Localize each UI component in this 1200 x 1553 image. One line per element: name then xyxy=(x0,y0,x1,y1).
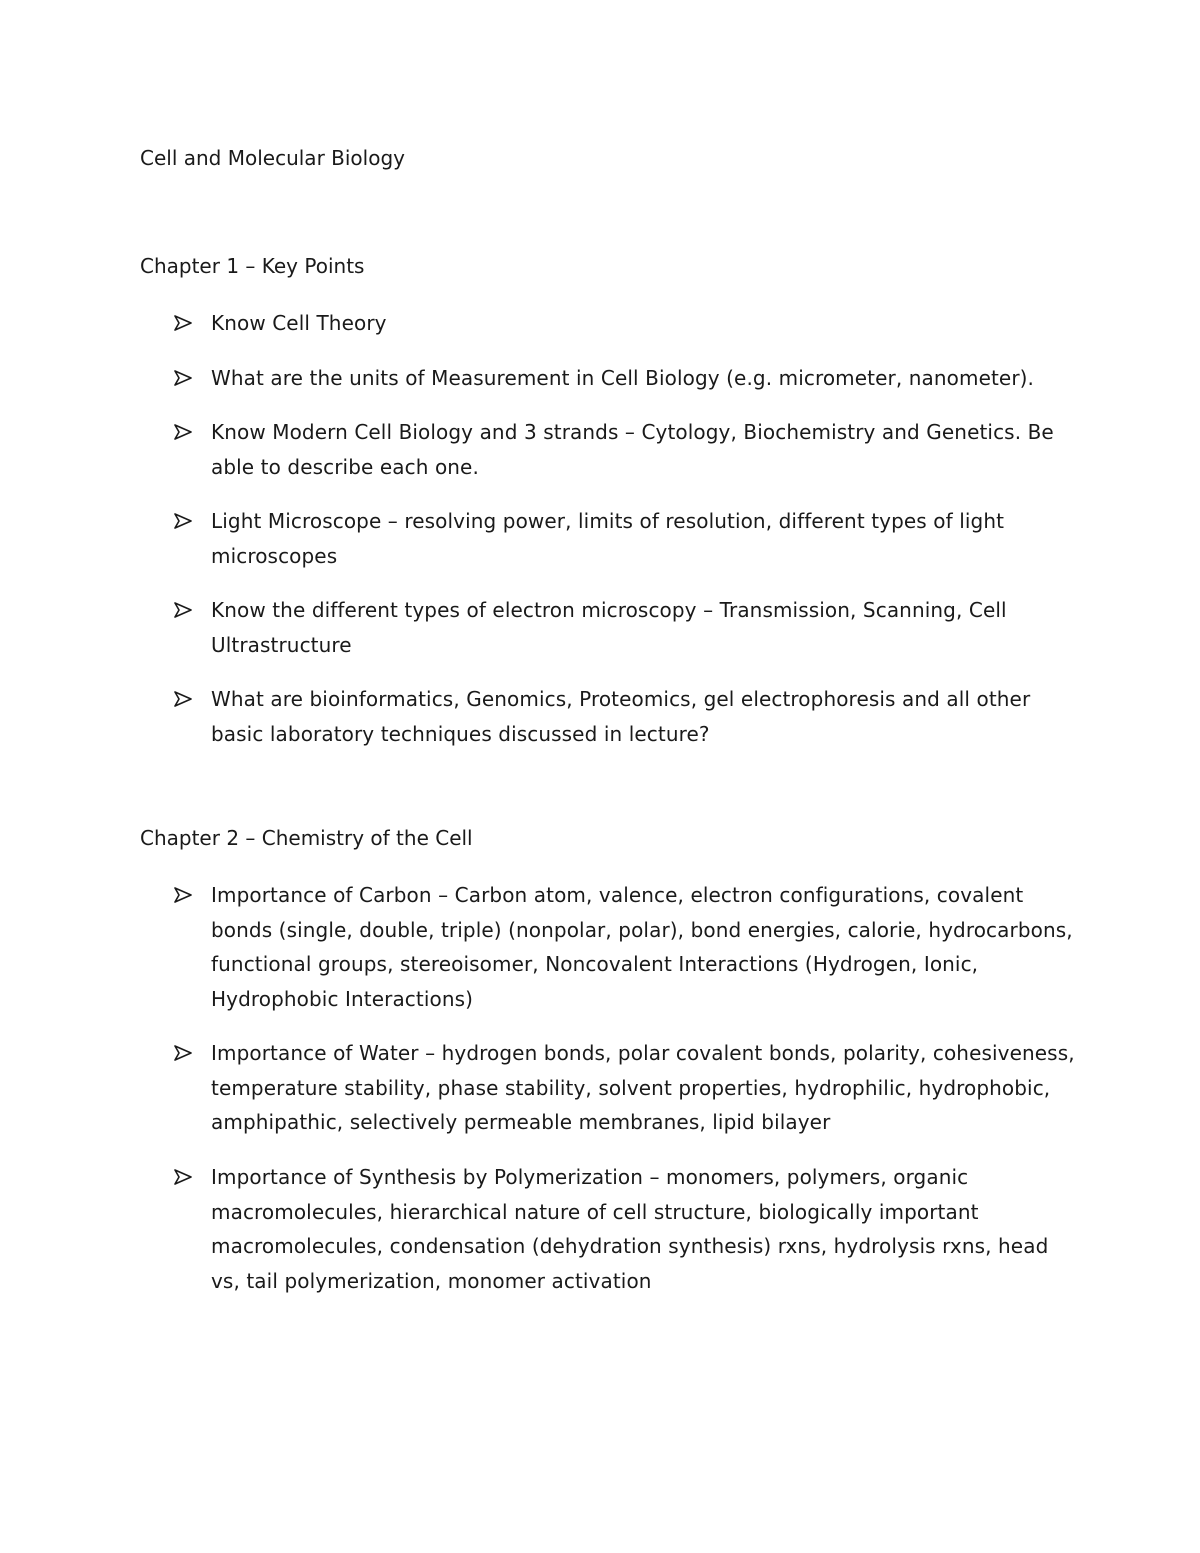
arrowhead-bullet-icon xyxy=(174,1163,196,1191)
list-item-text: Know the different types of electron microscopy – Transmission, Scanning, Cell Ultrastructure xyxy=(211,598,1007,657)
document-title: Cell and Molecular Biology xyxy=(140,146,405,170)
arrowhead-bullet-icon xyxy=(174,309,196,337)
list-item-text: What are the units of Measurement in Cell Biology (e.g. micrometer, nanometer). xyxy=(211,366,1034,390)
arrowhead-bullet-icon xyxy=(174,418,196,446)
list-item-text: Importance of Synthesis by Polymerization – monomers, polymers, organic macromolecules, hierarchical nature of cell structure, biologically important macromolecules, condensation (dehydration synthesis) rxns, hydrolysis rxns, head vs, tail polymerization, monomer activation xyxy=(211,1165,1049,1293)
arrowhead-bullet-icon xyxy=(174,507,196,535)
list-item-text: Know Modern Cell Biology and 3 strands – Cytology, Biochemistry and Genetics. Be able to describe each one. xyxy=(211,420,1054,479)
list-item-text: Importance of Carbon – Carbon atom, valence, electron configurations, covalent bonds (single, double, triple) (nonpolar, polar), bond energies, calorie, hydrocarbons, functional groups, stereoisomer, Noncovalent Interactions (Hydrogen, Ionic, Hydrophobic Interactions) xyxy=(211,883,1073,1011)
list-item-text: Importance of Water – hydrogen bonds, polar covalent bonds, polarity, cohesiveness, temperature stability, phase stability, solvent properties, hydrophilic, hydrophobic, amphipathic, selectively permeable membranes, lipid bilayer xyxy=(211,1041,1075,1134)
arrowhead-bullet-icon xyxy=(174,685,196,713)
arrowhead-bullet-icon xyxy=(174,881,196,909)
chapter-2-heading: Chapter 2 – Chemistry of the Cell xyxy=(140,826,473,850)
chapter-1-heading: Chapter 1 – Key Points xyxy=(140,254,365,278)
arrowhead-bullet-icon xyxy=(174,364,196,392)
list-item-text: Light Microscope – resolving power, limits of resolution, different types of light microscopes xyxy=(211,509,1005,568)
list-item-text: Know Cell Theory xyxy=(211,311,387,335)
arrowhead-bullet-icon xyxy=(174,1039,196,1067)
list-item-text: What are bioinformatics, Genomics, Proteomics, gel electrophoresis and all other basic laboratory techniques discussed in lecture? xyxy=(211,687,1031,746)
arrowhead-bullet-icon xyxy=(174,596,196,624)
